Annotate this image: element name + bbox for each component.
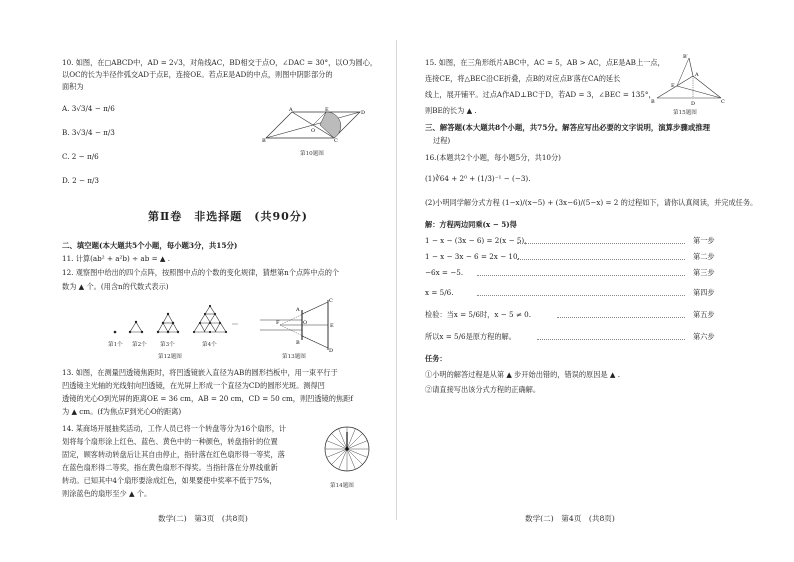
step-4-leader [477, 295, 685, 296]
q12-dot-patterns-figure [106, 300, 246, 340]
solve-section-heading: 三、解答题(本大题共8个小题，共75分。解答应写出必要的文字说明，演算步骤或推理 [425, 123, 710, 132]
task-2: ②请直接写出该分式方程的正确解。 [425, 385, 541, 394]
q15-line2: 连接CE，将△BEC沿CE折叠，点B的对应点B′落在CA的延长 [425, 74, 621, 83]
step-2-label: 第二步 [693, 252, 715, 261]
q15-line4: 则BE的长为 ▲ . [425, 106, 477, 115]
q14-line2: 划将每个扇形涂上红色、蓝色、黄色中的一种颜色，转盘指针的位置 [62, 437, 278, 446]
q11-text: 11. 计算(ab² + a²b) ÷ ab = ▲ . [62, 254, 170, 263]
q14-line3: 固定，顾客转动转盘后让其自由停止，指针落在红色扇形得一等奖，落 [62, 450, 285, 459]
step-6-text: 所以x = 5/6是原方程的解。 [425, 332, 516, 341]
q13-lens-figure [256, 296, 340, 352]
q14-spinner-figure [322, 424, 372, 474]
q12-figure-caption: 第12题图 [158, 354, 182, 360]
fig15-label-b: B [651, 99, 655, 105]
svg-text:⋯: ⋯ [232, 321, 238, 328]
q10-line2: 以OC的长为半径作弧交AD于点E，连接OE。若点E是AD的中点，则图中阴影部分的 [62, 70, 333, 79]
step-3-text: −6x = −5. [425, 268, 464, 277]
q16-part2: (2)小明同学解分式方程 (1−x)/(x−5) + (3x−6)/(5−x) = 2 的过程如下，请你认真阅读，并完成任务。 [425, 198, 758, 207]
q15-line1: 15. 如图，在三角形纸片ABC中，AC = 5，AB > AC，点E是AB上一点， [425, 58, 665, 67]
fig13-label-b: B [296, 340, 300, 346]
q13-line3: 透镜的光心O到光屏的距离OE = 36 cm，AB = 20 cm，CD = 50 cm，则凹透镜的焦距f [62, 394, 353, 403]
q13-line1: 13. 如图，在测量凹透镜焦距时，将凹透镜嵌入直径为AB的圆形挡板中，用一束平行于 [62, 368, 338, 377]
fig10-label-b: B [262, 138, 266, 144]
fill-in-section-heading: 二、填空题(本大题共5个小题，每小题3分，共15分) [62, 241, 238, 250]
q10-option-b: B. 3√3/4 − π/3 [62, 128, 115, 137]
step-2-leader [517, 259, 685, 260]
step-3-label: 第三步 [693, 268, 715, 277]
q14-line5: 转动。已知其中4个扇形要涂成红色，如果要使中奖率不低于75%， [62, 476, 277, 485]
part-ii-title: 第Ⅱ卷 非选择题 (共90分) [148, 210, 308, 223]
fig10-label-c: C [334, 138, 338, 144]
right-page [397, 0, 794, 562]
fig10-label-o: O [311, 128, 316, 134]
q12-dot-label-3: 第3个 [160, 342, 175, 348]
q10-line3: 面积为 [62, 82, 84, 91]
q10-option-a: A. 3√3/4 − π/6 [62, 104, 115, 113]
step-6-label: 第六步 [693, 332, 715, 341]
q15-figure-caption: 第15题图 [673, 110, 697, 116]
q10-line1: 10. 如图，在□ABCD中，AD = 2√3，对角线AC，BD相交于点O，∠DAC = 30°，以O为圆心， [62, 58, 378, 67]
q12-line1: 12. 观察图中给出的四个点阵，按照图中点的个数的变化规律，猜想第n个点阵中点的个 [62, 268, 340, 277]
q15-triangle-figure [651, 52, 727, 106]
solution-heading: 解：方程两边同乘(x − 5)得 [425, 220, 517, 229]
step-5-text: 检验：当x = 5/6时，x − 5 ≠ 0. [425, 310, 532, 319]
step-6-leader [537, 339, 685, 340]
solve-section-heading-cont: 过程) [433, 136, 451, 145]
q10-parallelogram-figure [262, 106, 366, 144]
q14-figure-caption: 第14题图 [330, 483, 354, 489]
q10-option-d: D. 2 − π/3 [62, 176, 99, 185]
q12-dot-label-4: 第4个 [202, 342, 217, 348]
left-page-footer: 数学(二) 第3页 (共8页) [158, 514, 248, 523]
q10-figure-caption: 第10题图 [300, 151, 324, 157]
right-page-footer: 数学(二) 第4页 (共8页) [525, 514, 615, 523]
step-3-leader [477, 275, 685, 276]
fig15-label-c: C [721, 99, 725, 105]
q16-part1: (1)∛64 + 2⁰ + (1/3)⁻¹ − (−3). [425, 174, 531, 183]
task-1: ①小明的解答过程是从第 ▲ 步开始出错的，错误的原因是 ▲ . [425, 370, 620, 379]
q14-line4: 在蓝色扇形得二等奖，指在黄色扇形不得奖。当指针落在分界线重新 [62, 463, 278, 472]
step-1-leader [517, 243, 685, 244]
q14-line6: 则涂蓝色的扇形至少 ▲ 个。 [62, 489, 152, 498]
fig13-label-a: A [296, 307, 300, 313]
step-5-leader [557, 317, 685, 318]
step-2-text: 1 − x − 3x − 6 = 2x − 10. [425, 252, 520, 261]
fig15-label-b-prime: B′ [683, 54, 688, 60]
q13-line4: 为 ▲ cm。(f为焦点F到光心O的距离) [62, 407, 182, 416]
task-heading: 任务： [425, 354, 447, 363]
fig15-label-e: E [671, 83, 675, 89]
q12-dot-label-1: 第1个 [108, 342, 123, 348]
step-1-label: 第一步 [693, 236, 715, 245]
fig13-label-e: E [330, 323, 334, 329]
fig15-label-a: A [695, 72, 699, 78]
q12-line2: 数为 ▲ 个。(用含n的代数式表示) [62, 282, 169, 291]
fig10-label-a: A [289, 107, 293, 113]
q10-option-c: C. 2 − π/6 [62, 152, 99, 161]
fig10-label-e: E [325, 107, 329, 113]
q13-line2: 凹透镜主光轴的光线射向凹透镜，在光屏上形成一个直径为CD的圆形光斑。测得凹 [62, 381, 325, 390]
step-4-text: x = 5/6. [425, 288, 454, 297]
step-5-label: 第五步 [693, 310, 715, 319]
q15-line3: 线上，展开铺平。过点A作AD⊥BC于D，若AD = 3，∠BEC = 135°， [425, 90, 656, 99]
q16-heading: 16.(本题共2个小题，每小题5分，共10分) [425, 153, 561, 162]
fig13-label-f: F [276, 320, 280, 326]
fig15-label-d: D [691, 101, 696, 107]
q13-figure-caption: 第13题图 [282, 354, 306, 360]
fig10-label-d: D [361, 110, 366, 116]
step-1-text: 1 − x − (3x − 6) = 2(x − 5)， [425, 236, 532, 245]
fig13-label-d: D [329, 348, 334, 354]
q12-dot-label-2: 第2个 [132, 342, 147, 348]
step-4-label: 第四步 [693, 288, 715, 297]
fig13-label-o: O [303, 320, 308, 326]
fig13-label-c: C [329, 298, 333, 304]
q14-line1: 14. 某商场开展抽奖活动，工作人员已将一个转盘等分为16个扇形，计 [62, 424, 287, 433]
